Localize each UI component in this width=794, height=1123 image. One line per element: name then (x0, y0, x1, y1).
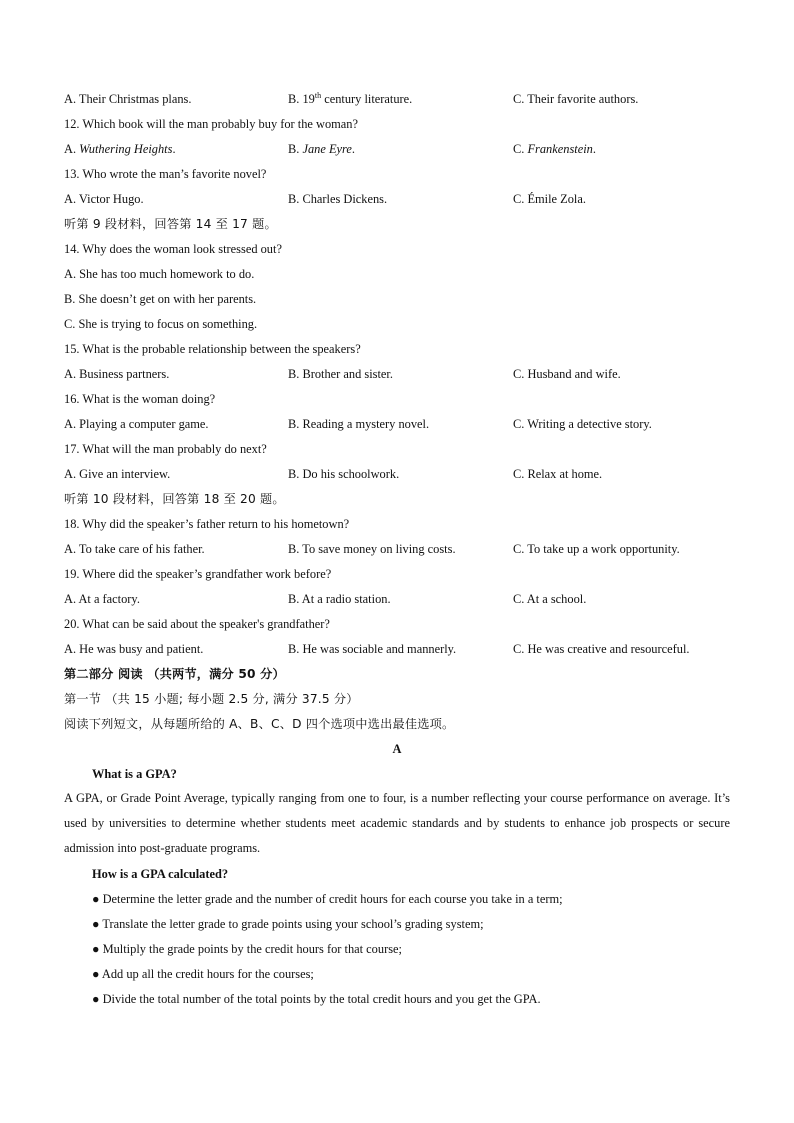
q18-option-a: A. To take care of his father. (64, 542, 205, 556)
bullet-item: ● Divide the total number of the total points by the total credit hours and you get the GPA. (92, 992, 541, 1006)
q11-option-b (288, 90, 412, 108)
part2-instruction: 阅读下列短文，从每题所给的 A、B、C、D 四个选项中选出最佳选项。 (64, 717, 455, 731)
q15-option-c: C. Husband and wife. (513, 367, 621, 381)
q20-option-b: B. He was sociable and mannerly. (288, 642, 457, 656)
q11-options (0, 90, 794, 108)
q20-question: 20. What can be said about the speaker's grandfather? (64, 617, 330, 631)
q12-option-a (64, 140, 176, 158)
heading-what-is-gpa: What is a GPA? (92, 767, 177, 781)
q15-question: 15. What is the probable relationship between the speakers? (64, 342, 361, 356)
q17-option-b: B. Do his schoolwork. (288, 467, 400, 481)
q15-option-a: A. Business partners. (64, 367, 170, 381)
q20-option-c: C. He was creative and resourceful. (513, 642, 690, 656)
q15-options (0, 365, 794, 383)
q17-question: 17. What will the man probably do next? (64, 442, 267, 456)
passage-letter: A (392, 742, 402, 756)
q13-option-b: B. Charles Dickens. (288, 192, 388, 206)
q12-options (0, 140, 794, 158)
q18-option-c: C. To take up a work opportunity. (513, 542, 680, 556)
q11-option-b-prefix: B. 19 (288, 92, 315, 106)
q17-option-c: C. Relax at home. (513, 467, 603, 481)
q11-option-a: A. Their Christmas plans. (64, 92, 192, 106)
q13-options (0, 190, 794, 208)
section9-instruction: 听第 9 段材料，回答第 14 至 17 题。 (64, 217, 277, 231)
q12-option-b-suffix: . (351, 142, 355, 156)
q14-option-c: C. She is trying to focus on something. (64, 317, 258, 331)
q17-options (0, 465, 794, 483)
section10-instruction: 听第 10 段材料，回答第 18 至 20 题。 (64, 492, 285, 506)
q16-option-b: B. Reading a mystery novel. (288, 417, 430, 431)
q12-question: 12. Which book will the man probably buy for the woman? (64, 117, 358, 131)
q19-question: 19. Where did the speaker’s grandfather work before? (64, 567, 332, 581)
q11-option-b-sup: th (314, 90, 322, 100)
q19-option-c: C. At a school. (513, 592, 587, 606)
q20-option-a: A. He was busy and patient. (64, 642, 204, 656)
q20-options (0, 640, 794, 658)
q18-option-b: B. To save money on living costs. (288, 542, 456, 556)
q18-question: 18. Why did the speaker’s father return to his hometown? (64, 517, 350, 531)
q19-option-b: B. At a radio station. (288, 592, 391, 606)
q12-option-a-suffix: . (172, 142, 176, 156)
q11-option-c: C. Their favorite authors. (513, 92, 639, 106)
q12-option-c-suffix: . (592, 142, 596, 156)
q12-option-c-prefix: C. (513, 142, 528, 156)
bullet-item: ● Determine the letter grade and the number of credit hours for each course you take in a term; (92, 892, 563, 906)
q13-option-a: A. Victor Hugo. (64, 192, 144, 206)
q12-option-b-prefix: B. (288, 142, 303, 156)
q12-option-b-title: Jane Eyre (302, 142, 352, 156)
part2-title: 第二部分 阅读 （共两节，满分 50 分） (64, 667, 285, 681)
q14-option-a: A. She has too much homework to do. (64, 267, 255, 281)
bullet-item: ● Translate the letter grade to grade points using your school’s grading system; (92, 917, 484, 931)
q12-option-a-title: Wuthering Heights (79, 142, 173, 156)
bullet-item: ● Add up all the credit hours for the courses; (92, 967, 314, 981)
paragraph-gpa-definition: A GPA, or Grade Point Average, typically ranging from one to four, is a number reflecting your course performance on average. It’s used by universities to determine whether students meet academic standards and by students to enhance job prospects or secure admission into post-graduate programs. (64, 791, 730, 855)
q12-option-a-prefix: A. (64, 142, 80, 156)
bullet-item: ● Multiply the grade points by the credit hours for that course; (92, 942, 402, 956)
q17-option-a: A. Give an interview. (64, 467, 171, 481)
q13-question: 13. Who wrote the man’s favorite novel? (64, 167, 267, 181)
q16-question: 16. What is the woman doing? (64, 392, 216, 406)
part2-section1: 第一节 （共 15 小题; 每小题 2.5 分, 满分 37.5 分） (64, 692, 359, 706)
heading-how-calculated: How is a GPA calculated? (92, 867, 229, 881)
q13-option-c: C. Émile Zola. (513, 192, 586, 206)
q12-option-c-title: Frankenstein (527, 142, 593, 156)
q18-options (0, 540, 794, 558)
q19-option-a: A. At a factory. (64, 592, 140, 606)
q16-options (0, 415, 794, 433)
q11-option-b-suffix: century literature. (321, 92, 413, 106)
q16-option-c: C. Writing a detective story. (513, 417, 652, 431)
q12-option-b (288, 140, 355, 158)
q14-question: 14. Why does the woman look stressed out? (64, 242, 282, 256)
q16-option-a: A. Playing a computer game. (64, 417, 209, 431)
q15-option-b: B. Brother and sister. (288, 367, 393, 381)
q14-option-b: B. She doesn’t get on with her parents. (64, 292, 257, 306)
q19-options (0, 590, 794, 608)
q12-option-c (513, 140, 596, 158)
